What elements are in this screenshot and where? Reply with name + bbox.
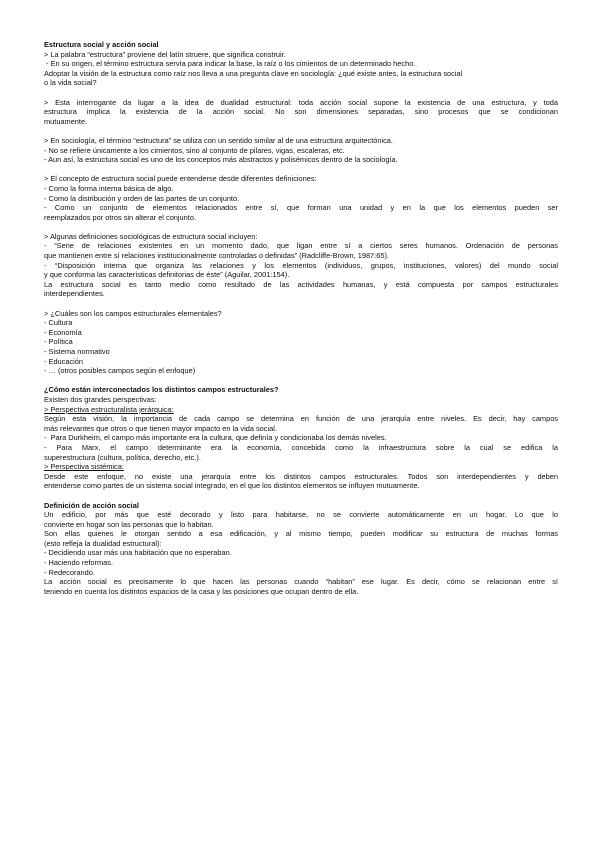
list-item: - Educación xyxy=(44,356,84,366)
paragraph-line: Un edificio, por más que esté decorado y listo para habitarse, no se convierte automáticamente en un hogar. Lo que lo xyxy=(44,510,558,520)
list-item: - Como la forma interna básica de algo. xyxy=(44,183,174,193)
paragraph-line: > En sociología, el término “estructura” se utiliza con un sentido similar al de una estructura arquitectónica. xyxy=(44,135,393,145)
paragraph-line: que mantienen entre sí relaciones institucionalmente controladas o definidas” (Radcliffe-Brown, 1987:65). xyxy=(44,251,389,261)
list-item: - Para Marx, el campo determinante era la economía, concebida como la infraestructura sobre la cual se edifica la xyxy=(44,442,558,452)
list-item: - Cultura xyxy=(44,318,73,328)
document-page xyxy=(44,40,558,596)
paragraph-line: Desde este enfoque, no existe una jerarquía entre los distintos campos estructurales. Todos son interdependientes y deben xyxy=(44,471,558,481)
paragraph-line: o la vida social? xyxy=(44,78,97,88)
list-item: - Para Durkheim, el campo más importante era la cultura, que definía y condicionaba los demás niveles. xyxy=(44,433,387,443)
list-item: - Como la distribución y orden de las partes de un conjunto. xyxy=(44,193,240,203)
list-item: - Como un conjunto de elementos relacionados entre sí, que forman una unidad y en la que los elementos pueden ser xyxy=(44,203,558,213)
paragraph-line: estructura implica la existencia de la acción social. No son dimensiones separadas, sino procesos que se condicionan xyxy=(44,107,558,117)
list-item: - Economía xyxy=(44,327,82,337)
subheading-sistemica: > Perspectiva sistémica: xyxy=(44,462,124,472)
list-item: - “Disposición interna que organiza las relaciones y los elementos (individuos, grupos, instituciones, valores) del mundo social xyxy=(44,260,558,270)
paragraph-line: La estructura social es tanto medio como resultado de las actividades humanas, y está compuesta por campos estructurales xyxy=(44,279,558,289)
section-title: ¿Cómo están interconectados los distintos campos estructurales? xyxy=(44,385,279,395)
paragraph-line: > La palabra “estructura” proviene del latín struere, que significa construir. xyxy=(44,49,286,59)
paragraph-line: teniendo en cuenta los distintos espacios de la casa y las posiciones que ocupan dentro de ella. xyxy=(44,586,359,596)
paragraph-line: superestructura (cultura, política, derecho, etc.). xyxy=(44,452,201,462)
list-item: - Redecorando. xyxy=(44,567,95,577)
paragraph-line: más relevantes que otros o que tienen mayor impacto en la vida social. xyxy=(44,423,277,433)
section-dualidad-estructural xyxy=(44,98,558,127)
paragraph-line: Existen dos grandes perspectivas: xyxy=(44,394,157,404)
paragraph-line: entenderse como partes de un sistema social integrado, en el que los distintos elementos se influyen mutuamente. xyxy=(44,481,420,491)
paragraph-line: La acción social es precisamente lo que hacen las personas cuando “habitan” ese lugar. Es decir, cómo se relacionan entre sí xyxy=(44,577,558,587)
section-estructura-social xyxy=(44,40,558,88)
paragraph-line: mutuamente. xyxy=(44,116,88,126)
list-item: - Sistema normativo xyxy=(44,347,110,356)
paragraph-line: > El concepto de estructura social puede entenderse desde diferentes definiciones: xyxy=(44,174,317,184)
paragraph-line: > ¿Cuáles son los campos estructurales elementales? xyxy=(44,308,222,318)
paragraph-line: Son ellas quienes le otorgan sentido a esa edificación, y al mismo tiempo, pueden modificar su estructura de muchas formas xyxy=(44,529,558,539)
list-item: - Aun así, la estructura social es uno de los conceptos más abstractos y polisémicos dentro de la sociología. xyxy=(44,155,398,165)
list-item: - “Serie de relaciones existentes en un momento dado, que ligan entre sí a ciertos seres humanos. Ordenación de personas xyxy=(44,241,558,251)
section-termino-estructura xyxy=(44,136,558,165)
list-item: - Decidiendo usar más una habitación que no esperaban. xyxy=(44,548,232,558)
section-title: Estructura social y acción social xyxy=(44,40,159,49)
section-interconexion xyxy=(44,385,558,491)
paragraph-line: Adoptar la visión de la estructura como raíz nos lleva a una pregunta clave en sociología: ¿qué existe antes, la estructura social xyxy=(44,68,463,78)
paragraph-line: > Esta interrogante da lugar a la idea de dualidad estructural: toda acción social supone la existencia de una estructura, y toda xyxy=(44,97,558,107)
list-item: - No se refiere únicamente a los cimientos, sino al conjunto de pilares, vigas, escaleras, etc. xyxy=(44,145,345,155)
section-title: Definición de acción social xyxy=(44,500,139,510)
paragraph-line: y que conforma las características definitorias de éste” (Aguilar, 2001:154). xyxy=(44,270,290,280)
paragraph-line: - En su origen, el término estructura servía para indicar la base, la raíz o los cimientos de un determinado hecho. xyxy=(44,59,416,69)
paragraph-line: Según esta visión, la importancia de cada campo se determina en función de una jerarquía entre niveles. Es decir, hay campos xyxy=(44,414,558,424)
paragraph-line: interdependientes. xyxy=(44,289,105,299)
subheading-jerarquica: > Perspectiva estructuralista jerárquica: xyxy=(44,404,174,414)
paragraph-line: > Algunas definiciones sociológicas de estructura social incluyen: xyxy=(44,231,258,241)
paragraph-line: reemplazados por otros sin alterar el conjunto. xyxy=(44,212,196,222)
section-accion-social xyxy=(44,501,558,597)
list-item: - … (otros posibles campos según el enfoque) xyxy=(44,366,196,376)
section-campos-estructurales xyxy=(44,309,558,376)
section-definiciones xyxy=(44,174,558,222)
paragraph-line: (esto refleja la dualidad estructural): xyxy=(44,538,162,548)
list-item: - Política xyxy=(44,337,73,347)
list-item: - Haciendo reformas. xyxy=(44,558,114,568)
paragraph-line: convierte en hogar son las personas que lo habitan. xyxy=(44,519,214,529)
section-definiciones-sociologicas xyxy=(44,232,558,299)
